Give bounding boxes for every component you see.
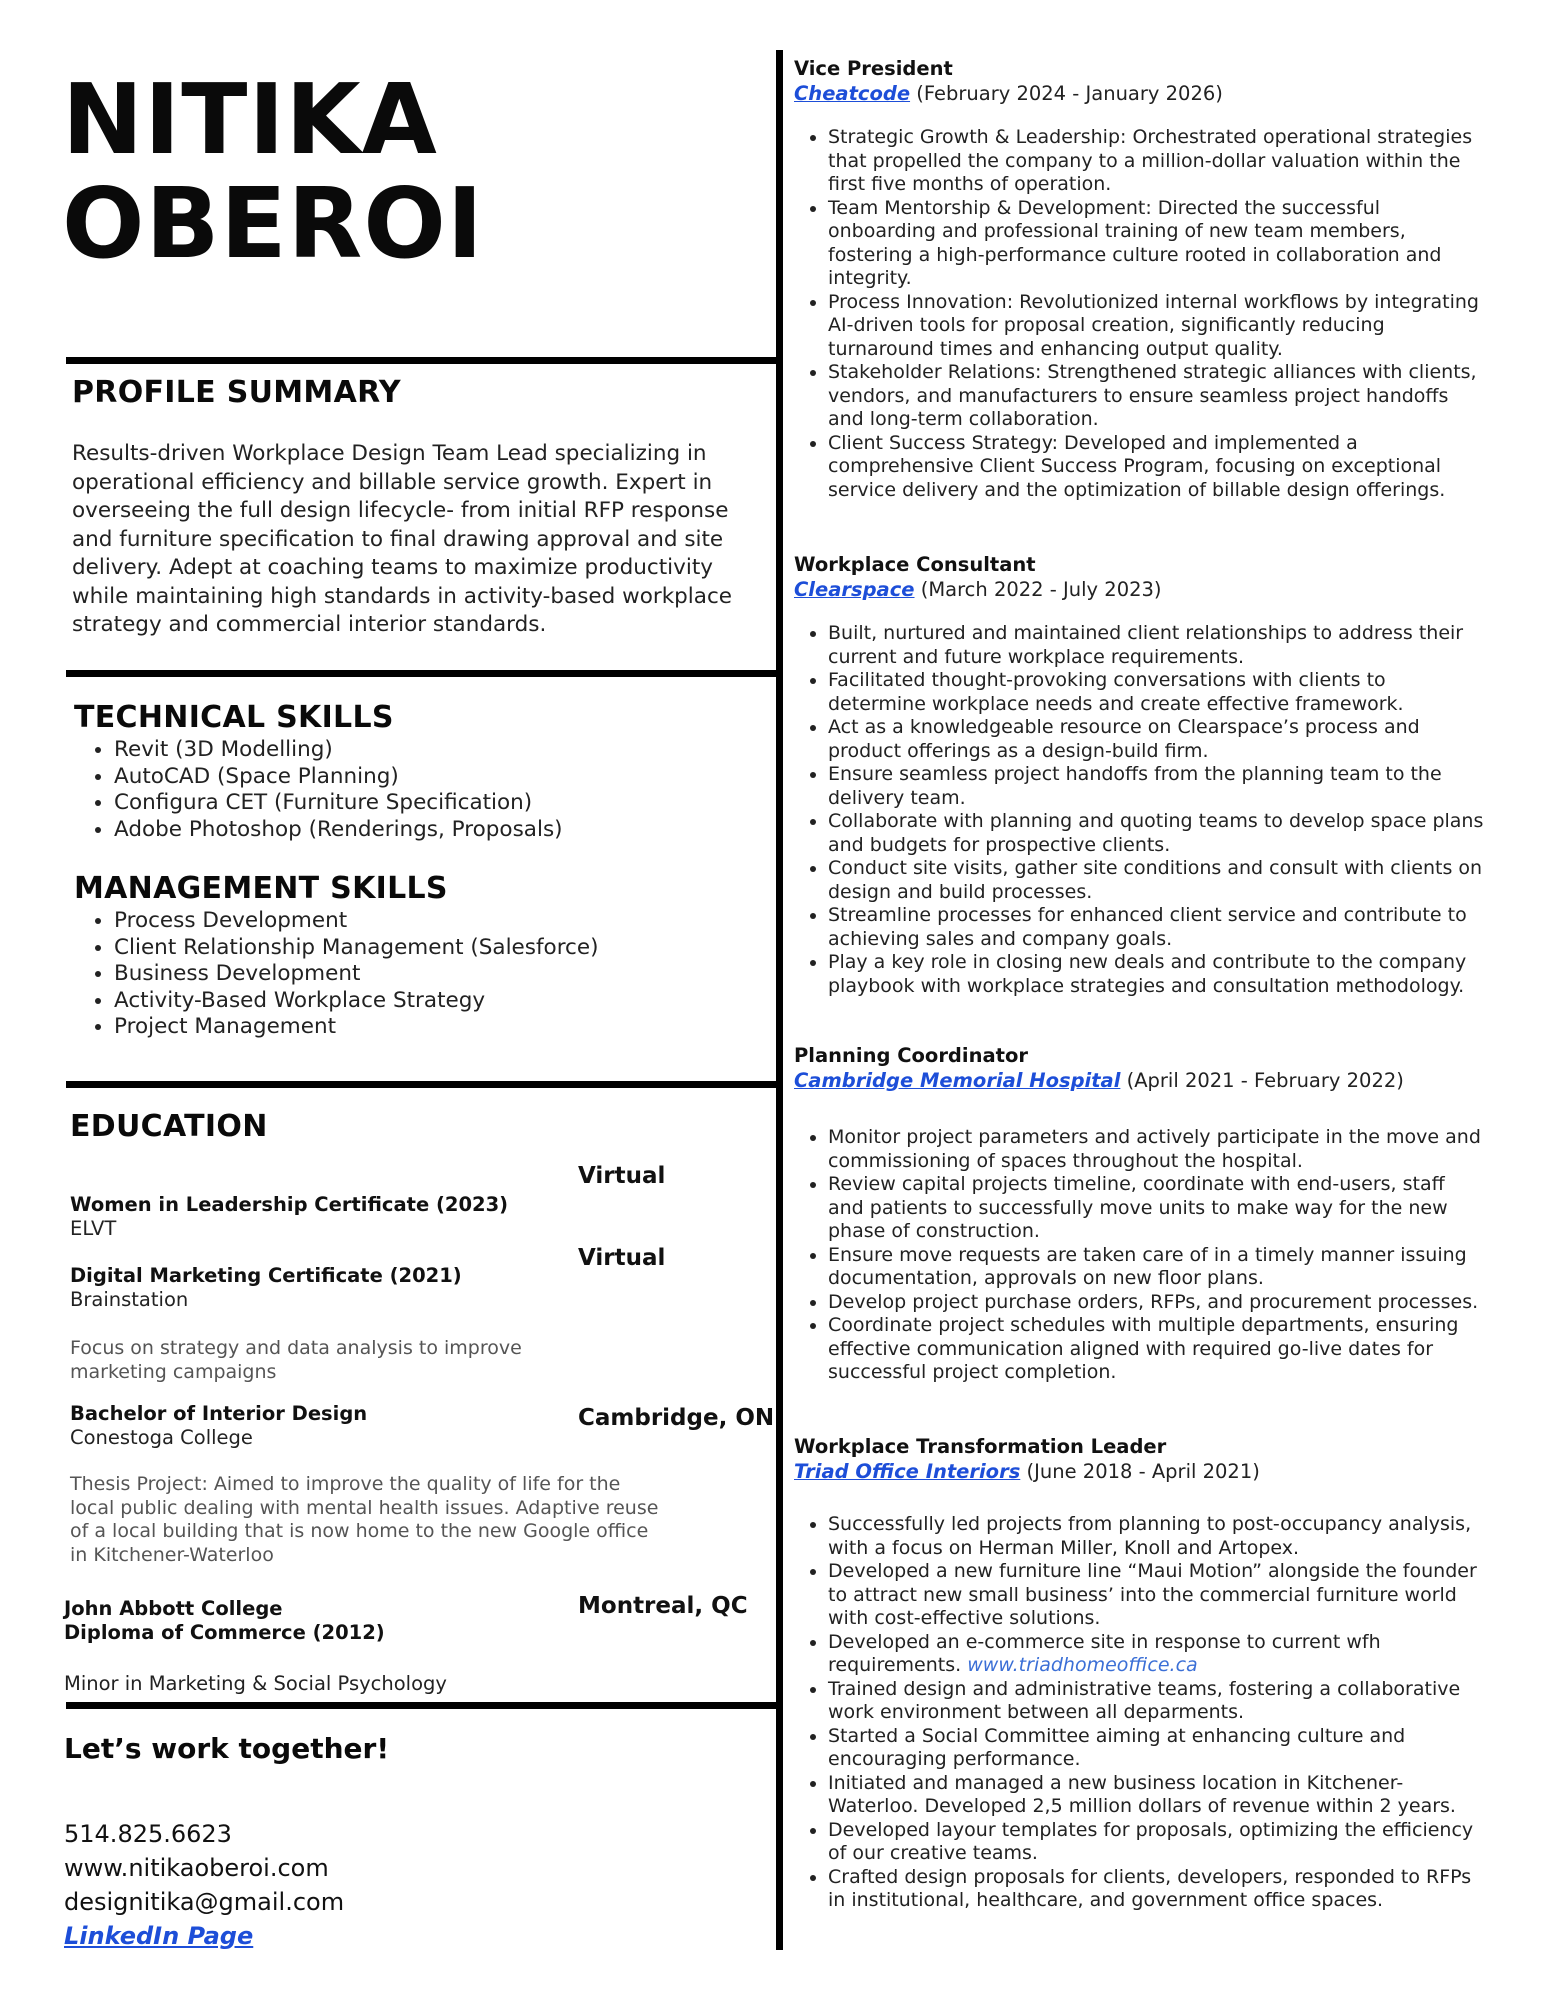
- contact-heading: Let’s work together!: [64, 1732, 390, 1765]
- job-dates: (April 2021 - February 2022): [1120, 1069, 1404, 1092]
- education-location: Cambridge, ON: [578, 1405, 775, 1431]
- education-title: John Abbott College: [64, 1597, 283, 1620]
- job-bullet: • Coordinate project schedules with multiple departments, ensuring effective communication aligned with required go-live dates for successful project completion.: [828, 1314, 1484, 1385]
- education-school: Diploma of Commerce (2012): [64, 1621, 385, 1644]
- education-heading: EDUCATION: [70, 1109, 268, 1144]
- job-bullet: • Stakeholder Relations: Strengthened strategic alliances with clients, vendors, and manufacturers to ensure seamless project handoffs and long-term collaboration.: [828, 361, 1484, 432]
- job-bullet: • Crafted design proposals for clients, developers, responded to RFPs in institutional, healthcare, and government office spaces.: [828, 1866, 1484, 1913]
- job-bullet: • Streamline processes for enhanced client service and contribute to achieving sales and company goals.: [828, 904, 1484, 951]
- job-bullet: • Ensure seamless project handoffs from the planning team to the delivery team.: [828, 763, 1484, 810]
- job-bullet: • Initiated and managed a new business location in Kitchener-Waterloo. Developed 2,5 million dollars of revenue within 2 years.: [828, 1772, 1484, 1819]
- education-entry: [70, 1402, 367, 1450]
- company-link[interactable]: Triad Office Interiors: [794, 1460, 1021, 1483]
- job-entry: [794, 552, 1484, 998]
- education-description: Minor in Marketing & Social Psychology: [64, 1672, 447, 1695]
- job-bullet: • Successfully led projects from planning to post-occupancy analysis, with a focus on Herman Miller, Knoll and Artopex.: [828, 1513, 1484, 1560]
- job-entry: [794, 1043, 1484, 1385]
- job-bullet: • Develop project purchase orders, RFPs, and procurement processes.: [828, 1291, 1484, 1315]
- education-location: Montreal, QC: [578, 1593, 748, 1619]
- job-bullet: • Facilitated thought-provoking conversations with clients to determine workplace needs and create effective framework.: [828, 669, 1484, 716]
- job-bullet: • Client Success Strategy: Developed and implemented a comprehensive Client Success Program, focusing on exceptional service delivery and the optimization of billable design offerings.: [828, 432, 1484, 503]
- job-entry: [794, 1434, 1484, 1913]
- job-bullet: • Strategic Growth & Leadership: Orchestrated operational strategies that propelled the company to a million-dollar valuation within the first five months of operation.: [828, 126, 1484, 197]
- technical-skills-list: [74, 737, 563, 843]
- education-title: Digital Marketing Certificate (2021): [70, 1264, 462, 1287]
- job-bullet: • Trained design and administrative teams, fostering a collaborative work environment between all deparments.: [828, 1678, 1484, 1725]
- company-link[interactable]: Cheatcode: [794, 82, 911, 105]
- divider-education: [66, 1081, 780, 1088]
- company-link[interactable]: Clearspace: [794, 578, 915, 601]
- contact-block: [64, 1817, 344, 1953]
- education-title: Bachelor of Interior Design: [70, 1402, 368, 1425]
- job-bullet: • Act as a knowledgeable resource on Clearspace’s process and product offerings as a design-build firm.: [828, 716, 1484, 763]
- company-link[interactable]: Cambridge Memorial Hospital: [794, 1069, 1121, 1092]
- job-bullet: • Conduct site visits, gather site conditions and consult with clients on design and build processes.: [828, 857, 1484, 904]
- job-bullet: • Developed a new furniture line “Maui Motion” alongside the founder to attract new small business’ into the commercial furniture world with cost-effective solutions.: [828, 1560, 1484, 1631]
- education-entry: [70, 1193, 508, 1241]
- linkedin-link[interactable]: LinkedIn Page: [64, 1922, 254, 1950]
- profile-text: Results-driven Workplace Design Team Lead specializing in operational efficiency and billable service growth. Expert in overseeing the full design lifecycle- from initial RFP response and furniture specification to final drawing approval and site delivery. Adept at coaching teams to maximize productivity while maintaining high standards in activity-based workplace strategy and commercial interior standards.: [72, 441, 733, 637]
- job-title: Vice President: [794, 57, 953, 80]
- education-location: Virtual: [578, 1245, 666, 1271]
- divider-contact: [66, 1702, 780, 1709]
- job-bullet: • Built, nurtured and maintained client relationships to address their current and future workplace requirements.: [828, 622, 1484, 669]
- phone-number: 514.825.6623: [64, 1820, 232, 1848]
- list-item: • Client Relationship Management (Salesforce): [114, 935, 599, 962]
- job-bullet: • Play a key role in closing new deals and contribute to the company playbook with workplace strategies and consultation methodology.: [828, 951, 1484, 998]
- list-item: • Adobe Photoshop (Renderings, Proposals): [114, 817, 563, 844]
- education-title: Women in Leadership Certificate (2023): [70, 1193, 509, 1216]
- ecommerce-link[interactable]: www.triadhomeoffice.ca: [967, 1654, 1198, 1676]
- job-bullet: • Team Mentorship & Development: Directed the successful onboarding and professional training of new team members, fostering a high-performance culture rooted in collaboration and integrity.: [828, 197, 1484, 291]
- job-title: Workplace Transformation Leader: [794, 1435, 1167, 1458]
- job-title: Workplace Consultant: [794, 553, 1036, 576]
- divider-profile: [66, 357, 780, 364]
- job-bullet: • Developed layour templates for proposals, optimizing the efficiency of our creative teams.: [828, 1819, 1484, 1866]
- education-description: Thesis Project: Aimed to improve the quality of life for the local public dealing with mental health issues. Adaptive reuse of a local building that is now home to the new Google office in Kitchener-Waterloo: [70, 1473, 659, 1566]
- education-school: Conestoga College: [70, 1426, 253, 1449]
- job-dates: (June 2018 - April 2021): [1020, 1460, 1260, 1483]
- job-bullet: • Ensure move requests are taken care of in a timely manner issuing documentation, approvals on new floor plans.: [828, 1244, 1484, 1291]
- list-item: • Process Development: [114, 908, 599, 935]
- job-bullet: • Collaborate with planning and quoting teams to develop space plans and budgets for prospective clients.: [828, 810, 1484, 857]
- job-bullet: • Started a Social Committee aiming at enhancing culture and encouraging performance.: [828, 1725, 1484, 1772]
- job-bullet: • Monitor project parameters and actively participate in the move and commissioning of spaces throughout the hospital.: [828, 1126, 1484, 1173]
- website-text: www.nitikaoberoi.com: [64, 1854, 329, 1882]
- list-item: • Configura CET (Furniture Specification): [114, 790, 563, 817]
- job-dates: (March 2022 - July 2023): [914, 578, 1162, 601]
- name-heading: [62, 63, 484, 280]
- email-text: designitika@gmail.com: [64, 1888, 345, 1916]
- list-item: • Activity-Based Workplace Strategy: [114, 988, 599, 1015]
- technical-skills-heading: TECHNICAL SKILLS: [74, 700, 394, 735]
- list-item: • AutoCAD (Space Planning): [114, 764, 563, 791]
- education-location: Virtual: [578, 1163, 666, 1189]
- first-name: NITIKA: [62, 63, 438, 176]
- management-skills-list: [74, 908, 599, 1041]
- job-title: Planning Coordinator: [794, 1044, 1028, 1067]
- list-item: • Business Development: [114, 961, 599, 988]
- last-name: OBEROI: [62, 167, 484, 280]
- education-entry: [70, 1264, 462, 1312]
- list-item: • Revit (3D Modelling): [114, 737, 563, 764]
- job-bullet: • Process Innovation: Revolutionized internal workflows by integrating AI-driven tools for proposal creation, significantly reducing turnaround times and enhancing output quality.: [828, 291, 1484, 362]
- job-bullet: • Review capital projects timeline, coordinate with end-users, staff and patients to successfully move units to make way for the new phase of construction.: [828, 1173, 1484, 1244]
- profile-heading: PROFILE SUMMARY: [72, 375, 401, 410]
- education-school: Brainstation: [70, 1288, 189, 1311]
- column-divider: [776, 50, 783, 1950]
- job-bullet-text: Developed an e-commerce site in response to current wfh requirements.: [828, 1630, 1381, 1676]
- job-entry: [794, 56, 1484, 502]
- education-entry: [64, 1597, 385, 1645]
- job-dates: (February 2024 - January 2026): [910, 82, 1223, 105]
- education-description: Focus on strategy and data analysis to improve marketing campaigns: [70, 1337, 522, 1383]
- job-bullet: [828, 1631, 1484, 1678]
- list-item: • Project Management: [114, 1014, 599, 1041]
- management-skills-heading: MANAGEMENT SKILLS: [74, 871, 448, 906]
- divider-skills: [66, 670, 780, 677]
- education-school: ELVT: [70, 1217, 117, 1240]
